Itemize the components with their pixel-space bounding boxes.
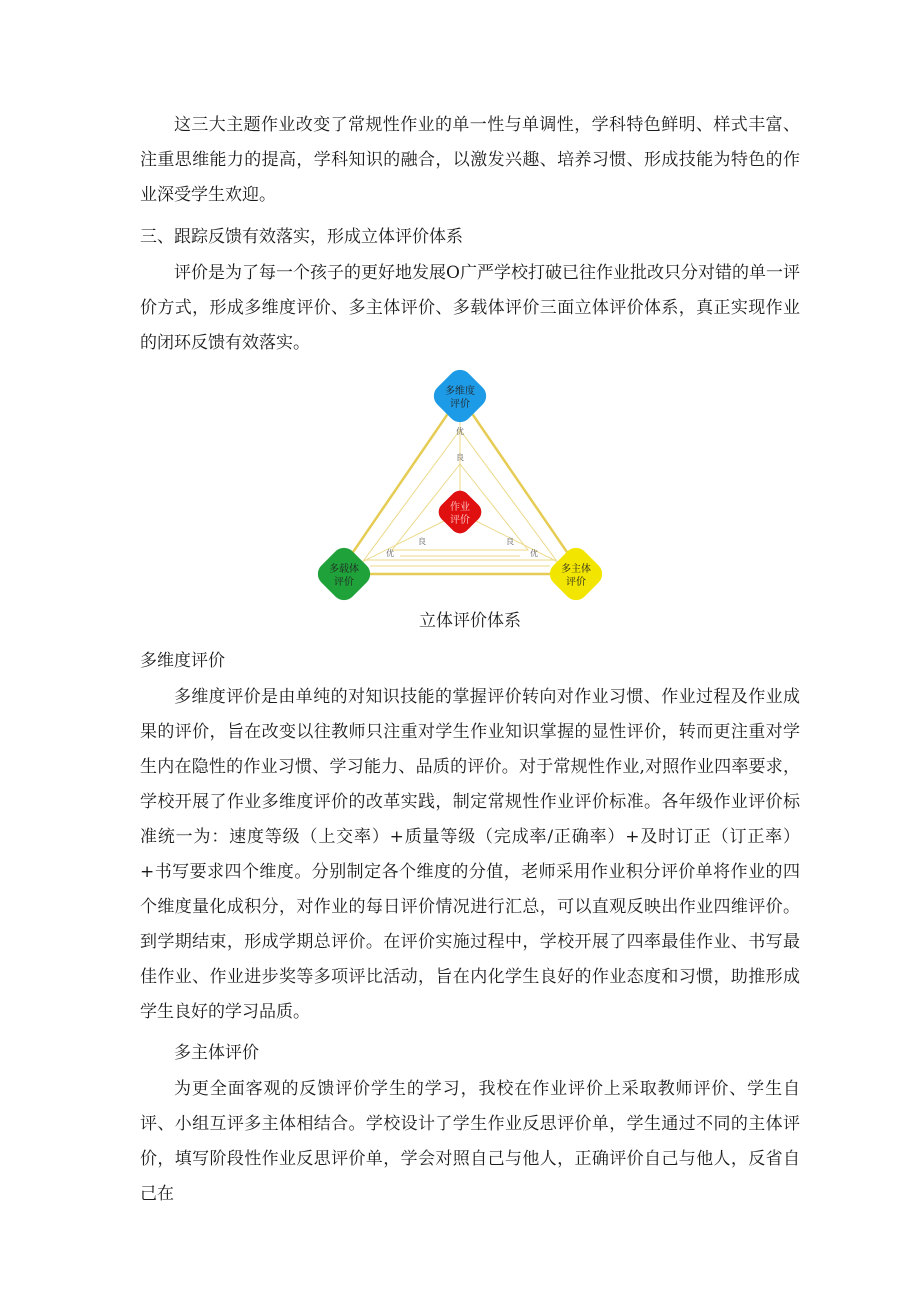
svg-text:评价: 评价 — [450, 515, 470, 526]
evaluation-system-diagram — [300, 368, 620, 608]
triangle-diagram-svg — [300, 368, 620, 608]
svg-text:多维度: 多维度 — [445, 386, 475, 397]
svg-text:多主体: 多主体 — [561, 564, 591, 575]
svg-text:评价: 评价 — [334, 577, 354, 588]
svg-text:作业: 作业 — [450, 502, 470, 513]
node-multi-carrier — [313, 543, 375, 605]
paragraph-evaluation: 评价是为了每一个孩子的更好地发展O广严学校打破已往作业批改只分对错的单一评价方式，形成多维度评价、多主体评价、多载体评价三面立体评价体系，真正实现作业的闭环反馈有效落实。 — [140, 263, 800, 353]
section-heading: 三、跟踪反馈有效落实，形成立体评价体系 — [140, 227, 463, 247]
level-label: 良 — [506, 537, 514, 546]
level-label: 优 — [456, 427, 464, 436]
diagram-caption: 立体评价体系 — [419, 611, 521, 631]
node-multi-dimension — [429, 368, 491, 427]
svg-text:多载体: 多载体 — [329, 564, 359, 575]
level-label: 良 — [418, 537, 426, 546]
subheading-multi-subject: 多主体评价 — [174, 1043, 259, 1063]
level-label: 良 — [456, 453, 464, 462]
subheading-multi-dimension: 多维度评价 — [140, 651, 225, 671]
node-homework-evaluation — [435, 487, 486, 538]
level-label: 优 — [530, 549, 538, 558]
node-multi-subject — [545, 543, 607, 605]
paragraph-intro: 这三大主题作业改变了常规性作业的单一性与单调性，学科特色鲜明、样式丰富、注重思维能力的提高，学科知识的融合，以激发兴趣、培养习惯、形成技能为特色的作业深受学生欢迎。 — [140, 115, 800, 205]
paragraph-multi-subject: 为更全面客观的反馈评价学生的学习，我校在作业评价上采取教师评价、学生自评、小组互评多主体相结合。学校设计了学生作业反思评价单，学生通过不同的主体评价，填写阶段性作业反思评价单，学会对照自己与他人，正确评价自己与他人，反省自己在 — [140, 1079, 800, 1204]
svg-text:评价: 评价 — [566, 577, 586, 588]
svg-text:评价: 评价 — [450, 399, 470, 410]
level-label: 优 — [386, 549, 394, 558]
paragraph-multi-dimension: 多维度评价是由单纯的对知识技能的掌握评价转向对作业习惯、作业过程及作业成果的评价，旨在改变以往教师只注重对学生作业知识掌握的显性评价，转而更注重对学生内在隐性的作业习惯、学习能力、品质的评价。对于常规性作业,对照作业四率要求，学校开展了作业多维度评价的改革实践，制定常规性作业评价标准。各年级作业评价标准统一为：速度等级（上交率）+质量等级（完成率/正确率）+及时订正（订正率）+书写要求四个维度。分别制定各个维度的分值，老师采用作业积分评价单将作业的四个维度量化成积分，对作业的每日评价情况进行汇总，可以直观反映出作业四维评价。到学期结束，形成学期总评价。在评价实施过程中，学校开展了四率最佳作业、书写最佳作业、作业进步奖等多项评比活动，旨在内化学生良好的作业态度和习惯，助推形成学生良好的学习品质。 — [140, 687, 800, 1022]
